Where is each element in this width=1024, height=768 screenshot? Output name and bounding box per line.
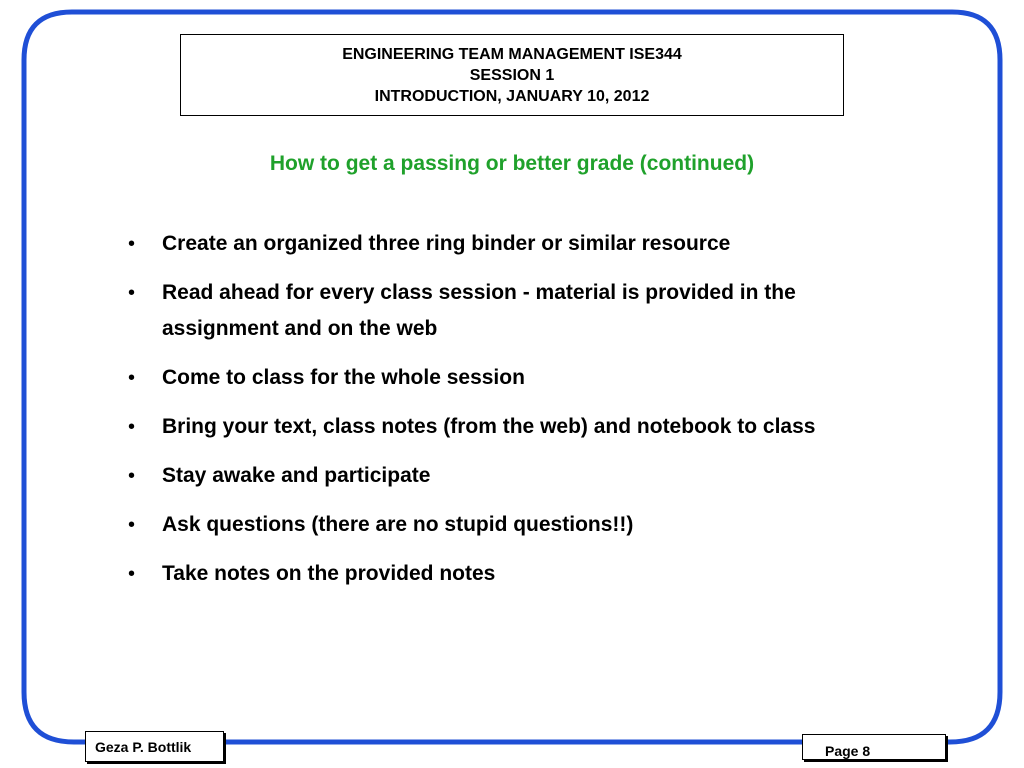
- header-course: ENGINEERING TEAM MANAGEMENT ISE344: [342, 45, 682, 63]
- header-box: [180, 34, 844, 116]
- bullet-marker: •: [128, 416, 136, 438]
- header-session: SESSION 1: [469, 66, 555, 84]
- bullet-text: Stay awake and participate: [162, 464, 431, 487]
- bullet-item: [128, 507, 898, 543]
- bullet-text: Create an organized three ring binder or similar resource: [162, 232, 731, 255]
- bullet-item: [128, 226, 898, 262]
- bullet-marker: •: [128, 465, 136, 487]
- bullet-text: Ask questions (there are no stupid questions!!): [162, 513, 634, 536]
- bullet-marker: •: [128, 563, 136, 585]
- bullet-text: Take notes on the provided notes: [162, 562, 496, 585]
- header-date: INTRODUCTION, JANUARY 10, 2012: [374, 87, 650, 105]
- bullet-item: [128, 275, 898, 347]
- bullet-marker: •: [128, 233, 136, 255]
- slide-title: How to get a passing or better grade (continued): [269, 152, 755, 175]
- footer-author: Geza P. Bottlik: [85, 731, 224, 762]
- bullet-text: Read ahead for every class session - material is provided in the assignment and on the web: [162, 281, 796, 340]
- bullet-item: [128, 556, 898, 592]
- bullet-marker: •: [128, 514, 136, 536]
- footer-page-number: Page 8: [802, 734, 946, 760]
- bullet-marker: •: [128, 367, 136, 389]
- bullet-item: [128, 409, 898, 445]
- bullet-list: [128, 226, 898, 605]
- bullet-text: Bring your text, class notes (from the web) and notebook to class: [162, 415, 816, 438]
- bullet-text: Come to class for the whole session: [162, 366, 525, 389]
- bullet-item: [128, 458, 898, 494]
- bullet-marker: •: [128, 282, 136, 304]
- bullet-item: [128, 360, 898, 396]
